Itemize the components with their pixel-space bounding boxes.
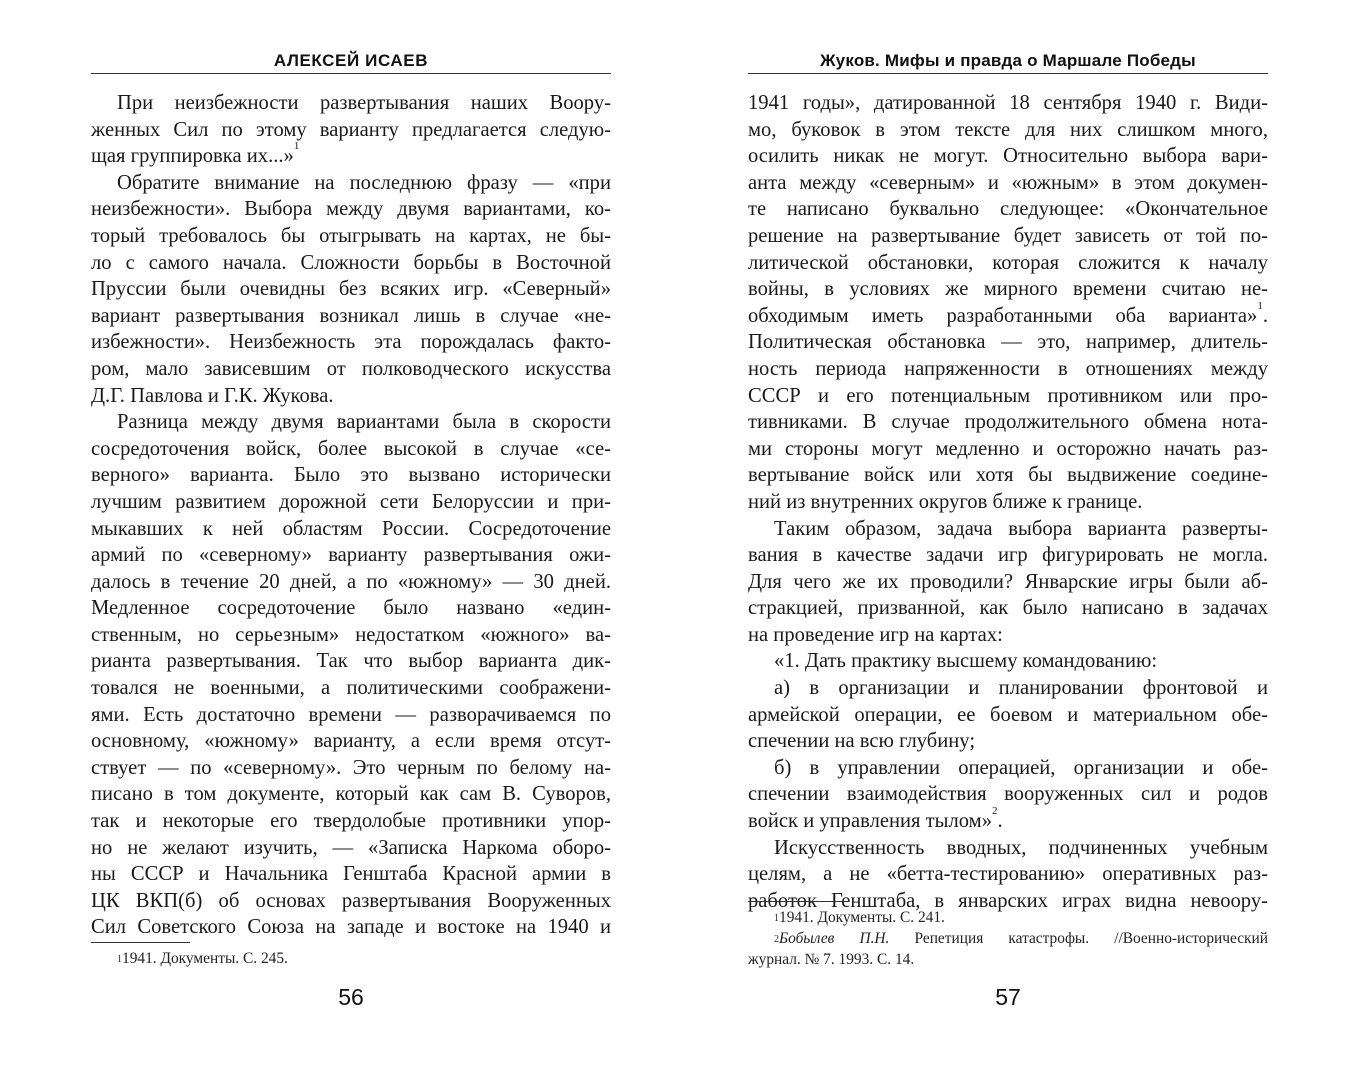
line-text: обходимым иметь разработанными оба варианта» <box>748 304 1258 327</box>
text-line <box>91 728 611 755</box>
line-text: б) в управлении операцией, организации и обе- <box>774 756 1268 779</box>
line-text: писано в том документе, который как сам В. Суворов, <box>91 783 611 806</box>
footnote-marker[interactable]: 1 <box>293 140 300 153</box>
line-text: стракцией, призванной, как было написано в задачах <box>748 597 1268 620</box>
line-text: войны, в условиях же мирного времени считаю не- <box>748 278 1268 301</box>
line-text: Для чего же их проводили? Январские игры были аб- <box>748 570 1268 593</box>
text-line <box>748 675 1268 702</box>
text-line <box>748 90 1268 117</box>
text-line <box>91 675 611 702</box>
line-text: литической обстановки, которая сложится к началу <box>748 251 1268 274</box>
line-text: ность периода напряженности в отношениях между <box>748 357 1268 380</box>
header-rule <box>748 73 1268 74</box>
line-text: Обратите внимание на последнюю фразу — «при <box>117 171 611 194</box>
line-text: вания в качестве задачи игр фигурировать не могла. <box>748 544 1268 567</box>
text-line <box>748 170 1268 197</box>
footnote-separator <box>748 901 847 902</box>
text-line <box>748 196 1268 223</box>
text-line <box>748 702 1268 729</box>
text-line <box>748 276 1268 303</box>
text-line <box>91 196 611 223</box>
line-text: «1. Дать практику высшему командованию: <box>774 650 1158 673</box>
text-line <box>91 569 611 596</box>
footnote-text: 1941. Документы. С. 241. <box>779 909 945 926</box>
line-text: мыкавших к ней областям России. Сосредоточение <box>91 517 611 540</box>
page-number: 57 <box>995 984 1021 1010</box>
line-text: тивниками. В случае продолжительного обмена нота- <box>748 411 1268 434</box>
text-line <box>91 755 611 782</box>
text-line <box>748 516 1268 543</box>
right-page <box>748 0 1268 1080</box>
line-text: спечении на всю глубину; <box>748 730 976 753</box>
text-line <box>91 409 611 436</box>
text-line <box>748 383 1268 410</box>
text-line <box>91 329 611 356</box>
text-line <box>748 781 1268 808</box>
text-line <box>748 622 1268 649</box>
line-text: мо, буковок в этом тексте для них слишком много, <box>748 118 1268 141</box>
line-tail: . <box>1262 304 1268 327</box>
line-text: ром, мало зависевшим от полководческого искусства <box>91 357 611 380</box>
footnote-number: 1 <box>117 954 122 965</box>
text-line <box>748 489 1268 516</box>
line-text: товался не военными, а политическими соображени- <box>91 677 611 700</box>
text-line <box>91 808 611 835</box>
line-text: СССР и его потенциальным противником или про- <box>748 384 1268 407</box>
page-number: 56 <box>338 984 364 1010</box>
line-text: так и некоторые его твердолобые противники упор- <box>91 810 611 833</box>
text-line <box>748 143 1268 170</box>
line-text: Медленное сосредоточение было названо «един- <box>91 597 611 620</box>
footnotes <box>91 948 611 969</box>
line-text: сосредоточения войск, более высокой в случае «се- <box>91 437 611 460</box>
text-line <box>748 861 1268 888</box>
line-text: осилить никак не могут. Относительно выбора вари- <box>748 145 1268 168</box>
text-line <box>91 888 611 915</box>
line-text: вертывание войск или хотя бы выдвижение соедине- <box>748 464 1268 487</box>
header-rule <box>91 73 611 74</box>
text-line <box>91 170 611 197</box>
text-line <box>748 223 1268 250</box>
footnote <box>748 907 1268 928</box>
footnote-text: 1941. Документы. С. 245. <box>122 950 288 967</box>
body-text <box>748 90 1268 914</box>
line-text: спечении взаимодействия вооруженных сил и родов <box>748 783 1268 806</box>
text-line <box>91 861 611 888</box>
left-page <box>91 0 611 1080</box>
text-line <box>91 383 611 410</box>
footnotes <box>748 907 1268 970</box>
line-text: Д.Г. Павлова и Г.К. Жукова. <box>91 384 334 407</box>
line-text: работок Генштаба, в январских играх видна невоору- <box>748 889 1268 912</box>
text-line <box>748 356 1268 383</box>
text-line <box>91 914 611 941</box>
footnote-text: Репетиция катастрофы. //Военно-исторический <box>889 930 1268 947</box>
line-text: лучшим развитием дорожной сети Белоруссии и при- <box>91 490 611 513</box>
line-text: ло с самого начала. Сложности борьбы в Восточной <box>91 251 611 274</box>
line-text: При неизбежности развертывания наших Воору- <box>117 92 611 114</box>
footnote-continuation: журнал. № 7. 1993. С. 14. <box>748 951 915 968</box>
text-line <box>748 755 1268 782</box>
text-line <box>91 276 611 303</box>
text-line <box>91 90 611 117</box>
line-text: Таким образом, задача выбора варианта разверты- <box>774 517 1268 540</box>
footnote-marker[interactable]: 2 <box>992 805 998 818</box>
text-line <box>748 436 1268 463</box>
line-text: на проведение игр на картах: <box>748 623 1003 646</box>
line-text: Искусственность вводных, подчиненных учебным <box>774 836 1268 859</box>
text-line <box>91 462 611 489</box>
line-text: верного» варианта. Было это вызвано исторически <box>91 464 611 487</box>
text-line <box>748 728 1268 755</box>
footnote-number: 2 <box>774 934 779 945</box>
line-text: ми стороны могут медленно и осторожно начать раз- <box>748 437 1268 460</box>
text-line <box>748 569 1268 596</box>
line-text: войск и управления тылом» <box>748 810 992 833</box>
footnote <box>748 928 1268 949</box>
line-text: Сил Советского Союза на западе и востоке на 1940 и <box>91 916 611 939</box>
text-line <box>748 462 1268 489</box>
line-text: избежности». Неизбежность эта порождалась факто- <box>91 331 611 354</box>
running-head-title: Жуков. Мифы и правда о Маршале Победы <box>820 51 1196 70</box>
footnote-marker[interactable]: 1 <box>1257 299 1263 312</box>
line-text: Пруссии были очевидны без всяких игр. «Северный» <box>91 278 611 301</box>
text-line <box>91 648 611 675</box>
line-text: ями. Есть достаточно времени — разворачиваемся по <box>91 703 611 726</box>
line-text: ний из внутренних округов ближе к границе. <box>748 490 1143 513</box>
text-line <box>91 835 611 862</box>
text-line <box>748 542 1268 569</box>
line-text: целям, а не «бетта-тестированию» оперативных раз- <box>748 863 1268 886</box>
text-line <box>748 250 1268 277</box>
body-text <box>91 90 611 941</box>
line-text: ствует — по «северному». Это черным по белому на- <box>91 756 611 779</box>
text-line <box>91 436 611 463</box>
text-line <box>748 595 1268 622</box>
text-line <box>91 117 611 144</box>
line-text: основному, «южному» варианту, а если время отсут- <box>91 730 611 753</box>
text-line <box>91 781 611 808</box>
line-text: а) в организации и планировании фронтовой и <box>774 677 1268 700</box>
line-text: неизбежности». Выбора между двумя вариантами, ко- <box>91 198 611 221</box>
footnote-author: Бобылев П.Н. <box>779 930 890 947</box>
line-text: торый требовалось бы отыгрывать на картах, не бы- <box>91 224 611 247</box>
text-line <box>748 835 1268 862</box>
line-text: вариант развертывания возникал лишь в случае «не- <box>91 304 611 327</box>
line-text: ЦК ВКП(б) об основах развертывания Вооруженных <box>91 889 611 912</box>
line-text: анта между «северным» и «южным» в этом докумен- <box>748 171 1268 194</box>
text-line <box>91 516 611 543</box>
line-text: женных Сил по этому варианту предлагается следую- <box>91 118 611 141</box>
text-line <box>91 489 611 516</box>
line-text: далось в течение 20 дней, а по «южному» — 30 дней. <box>91 570 611 593</box>
line-tail: . <box>997 810 1003 833</box>
footnote-separator <box>91 942 190 943</box>
line-text: Разница между двумя вариантами была в скорости <box>117 411 611 434</box>
line-text: щая группировка их...» <box>91 145 294 168</box>
line-text: армий по «северному» варианту развертывания ожи- <box>91 544 611 567</box>
text-line <box>91 702 611 729</box>
text-line <box>91 250 611 277</box>
text-line <box>748 805 1268 835</box>
text-line <box>91 303 611 330</box>
line-text: но не желают изучить, — «Записка Наркома оборо- <box>91 836 611 859</box>
text-line <box>748 409 1268 436</box>
line-text: ственным, но серьезным» недостатком «южного» ва- <box>91 623 611 646</box>
text-line <box>748 648 1268 675</box>
line-text: ны СССР и Начальника Генштаба Красной армии в <box>91 863 611 886</box>
text-line <box>91 356 611 383</box>
line-text: Политическая обстановка — это, например, длитель- <box>748 331 1268 354</box>
text-line <box>748 117 1268 144</box>
line-text: те написано буквально следующее: «Окончательное <box>748 198 1268 221</box>
line-text: рианта развертывания. Так что выбор варианта дик- <box>91 650 611 673</box>
running-head-author: АЛЕКСЕЙ ИСАЕВ <box>273 51 429 70</box>
text-line <box>91 140 611 170</box>
footnote-number: 1 <box>774 913 779 924</box>
line-text: 1941 годы», датированной 18 сентября 1940 г. Види- <box>748 92 1268 114</box>
footnote <box>91 948 611 969</box>
text-line <box>748 299 1268 330</box>
text-line <box>91 223 611 250</box>
line-text: решение на развертывание будет зависеть от той по- <box>748 224 1268 247</box>
text-line <box>91 542 611 569</box>
text-line <box>748 329 1268 356</box>
line-text: армейской операции, ее боевом и материальном обе- <box>748 703 1268 726</box>
text-line <box>91 595 611 622</box>
text-line <box>91 622 611 649</box>
